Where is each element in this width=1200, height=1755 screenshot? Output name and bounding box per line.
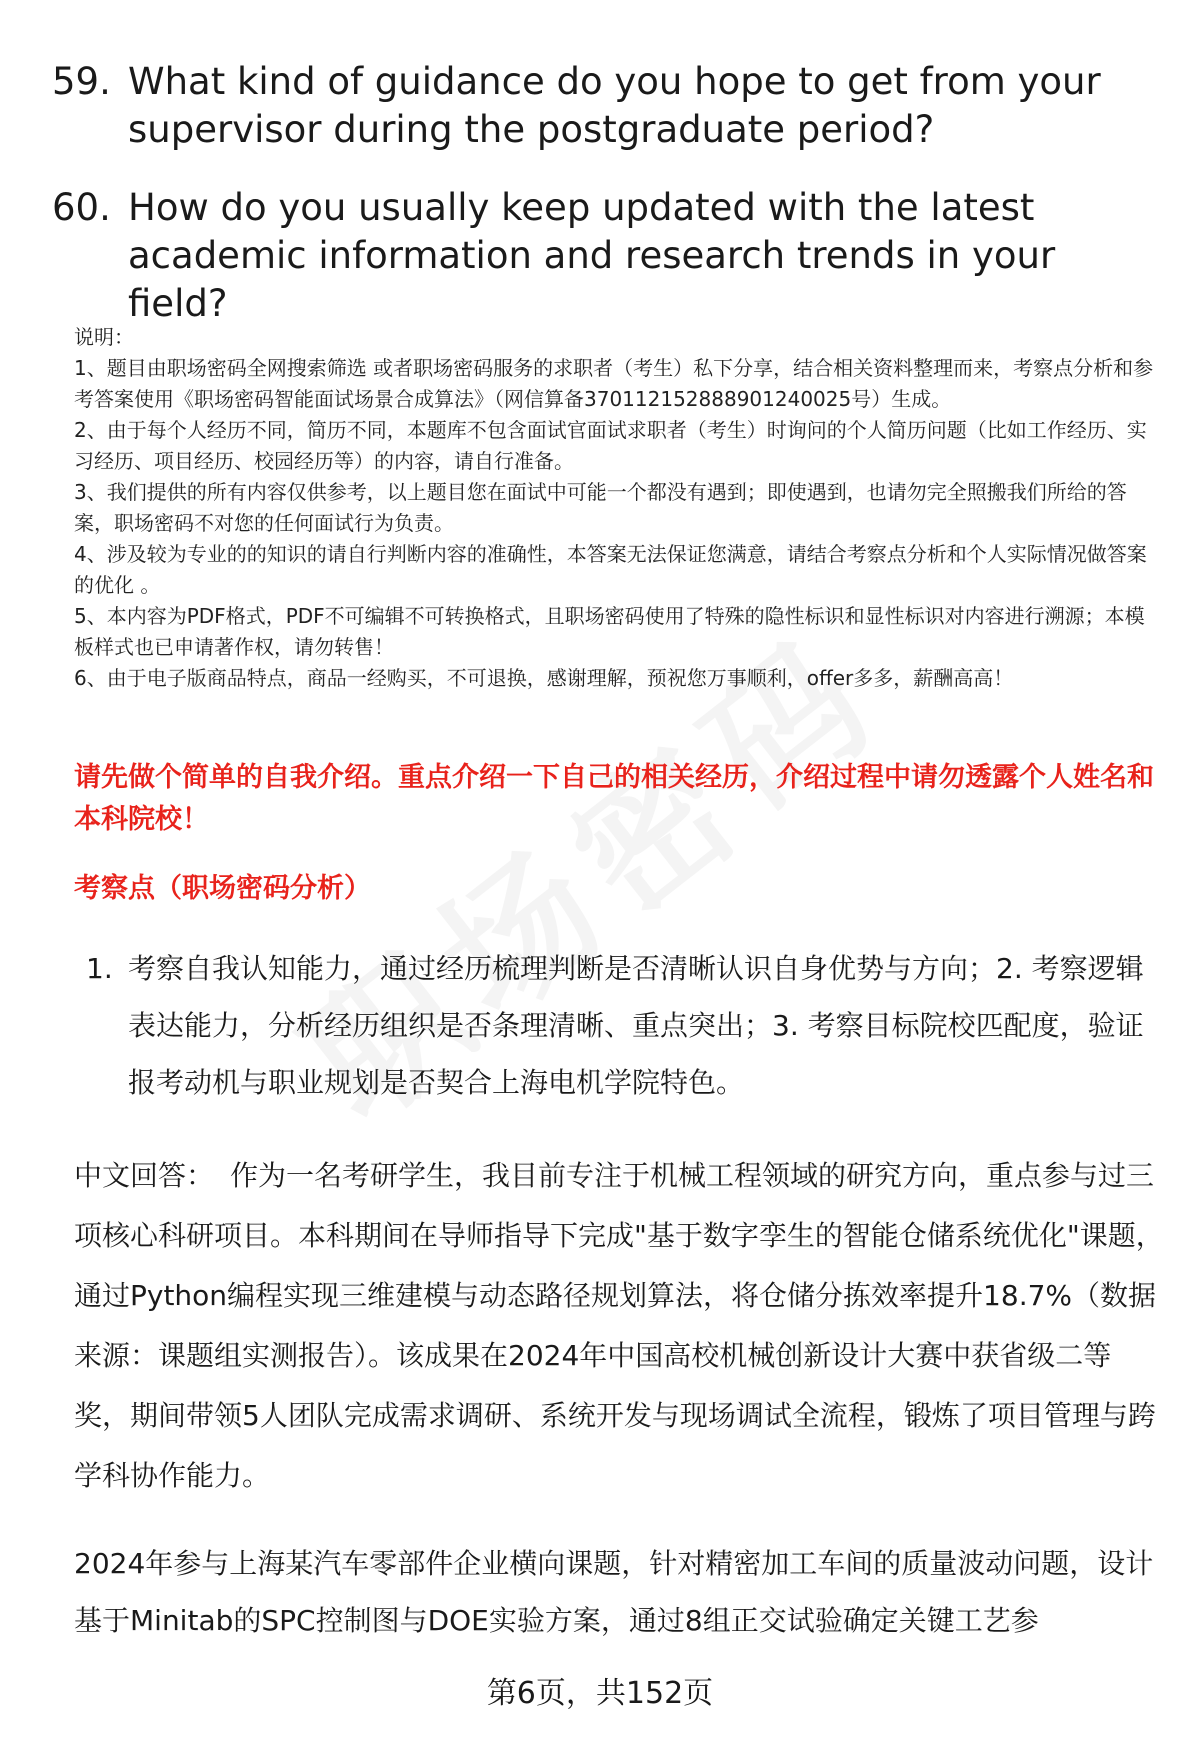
notes-item: 1、题目由职场密码全网搜索筛选 或者职场密码服务的求职者（考生）私下分享，结合相关资料整理而来，考察点分析和参考答案使用《职场密码智能面试场景合成算法》（网信算备370112152888901240025号）生成。 (74, 356, 1154, 411)
notes-item: 6、由于电子版商品特点，商品一经购买，不可退换，感谢理解，预祝您万事顺利，offer多多，薪酬高高！ (74, 666, 1014, 690)
question-item (52, 184, 1162, 328)
notes-title: 说明： (74, 325, 134, 349)
notes-item: 5、本内容为PDF格式，PDF不可编辑不可转换格式，且职场密码使用了特殊的隐性标识和显性标识对内容进行溯源；本模板样式也已申请著作权，请勿转售！ (74, 604, 1145, 659)
answer-paragraph-2: 2024年参与上海某汽车零部件企业横向课题，针对精密加工车间的质量波动问题，设计基于Minitab的SPC控制图与DOE实验方案，通过8组正交试验确定关键工艺参 (74, 1547, 1154, 1637)
answer-label: 中文回答： (74, 1159, 215, 1192)
notes-item: 4、涉及较为专业的的知识的请自行判断内容的准确性，本答案无法保证您满意，请结合考察点分析和个人实际情况做答案的优化 。 (74, 542, 1147, 597)
question-number: 60. (52, 186, 111, 229)
notes-item: 3、我们提供的所有内容仅供参考，以上题目您在面试中可能一个都没有遇到；即使遇到，也请勿完全照搬我们所给的答案，职场密码不对您的任何面试行为负责。 (74, 480, 1127, 535)
answer-paragraph (74, 1146, 1164, 1506)
analysis-text: 考察自我认知能力，通过经历梳理判断是否清晰认识自身优势与方向；2. 考察逻辑表达能力，分析经历组织是否条理清晰、重点突出；3. 考察目标院校匹配度，验证报考动机与职业规划是否契合上海电机学院特色。 (128, 952, 1144, 1099)
analysis-number: 1. (86, 952, 113, 985)
analysis-list-item (86, 940, 1166, 1111)
question-number: 59. (52, 60, 111, 103)
disclaimer-notes (74, 322, 1164, 694)
question-item (52, 58, 1162, 154)
answer-text: 作为一名考研学生，我目前专注于机械工程领域的研究方向，重点参与过三项核心科研项目。本科期间在导师指导下完成"基于数字孪生的智能仓储系统优化"课题，通过Python编程实现三维建模与动态路径规划算法，将仓储分拣效率提升18.7%（数据来源：课题组实测报告）。该成果在2024年中国高校机械创新设计大赛中获省级二等奖，期间带领5人团队完成需求调研、系统开发与现场调试全流程，锻炼了项目管理与跨学科协作能力。 (74, 1159, 1164, 1492)
analysis-heading: 考察点（职场密码分析） (74, 873, 371, 904)
notes-item: 2、由于每个人经历不同，简历不同，本题库不包含面试官面试求职者（考生）时询问的个人简历问题（比如工作经历、实习经历、项目经历、校园经历等）的内容，请自行准备。 (74, 418, 1147, 473)
question-text: What kind of guidance do you hope to get from your supervisor during the postgraduate period? (128, 60, 1101, 151)
interview-question-heading: 请先做个简单的自我介绍。重点介绍一下自己的相关经历，介绍过程中请勿透露个人姓名和本科院校！ (74, 762, 1154, 835)
page-footer: 第6页，共152页 (486, 1676, 714, 1711)
question-list (52, 58, 1162, 358)
question-text: How do you usually keep updated with the latest academic information and research trends in your field? (128, 186, 1056, 325)
